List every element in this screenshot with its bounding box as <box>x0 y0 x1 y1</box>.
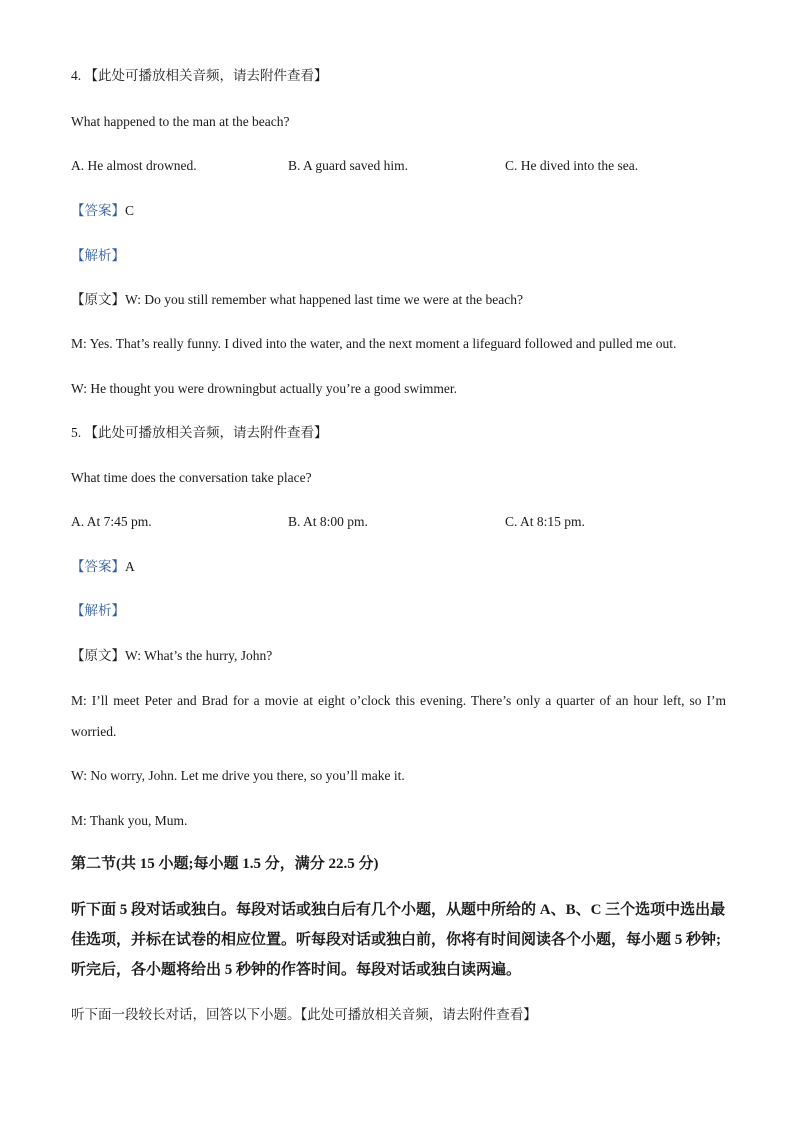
section-2-prompt: 听下面一段较长对话，回答以下小题。【此处可播放相关音频，请去附件查看】 <box>71 1007 537 1022</box>
question-5-header: 5. 【此处可播放相关音频，请去附件查看】 <box>71 425 328 440</box>
question-5-answer <box>71 558 135 576</box>
question-5-option-a: A. At 7:45 pm. <box>71 514 152 529</box>
question-4-transcript-first: 【原文】W: Do you still remember what happened last time we were at the beach? <box>71 292 523 307</box>
transcript-label: 【原文】 <box>71 648 125 663</box>
question-4-analysis-label: 【解析】 <box>71 248 125 263</box>
question-4-answer <box>71 202 134 220</box>
answer-value: C <box>125 203 135 218</box>
question-5-option-b: B. At 8:00 pm. <box>288 514 368 529</box>
section-2-instructions: 听下面 5 段对话或独白。每段对话或独白后有几个小题，从题中所给的 A、B、C 三个选项中选出最佳选项，并标在试卷的相应位置。听每段对话或独白前，你将有时间阅读各个小题，每小题 5 秒钟;听完后，各小题将给出 5 秒钟的作答时间。每段对话或独白读两遍。 <box>71 902 726 978</box>
question-5-transcript-line: M: Thank you, Mum. <box>71 813 188 828</box>
question-4-option-b: B. A guard saved him. <box>288 158 408 173</box>
answer-value: A <box>125 559 135 574</box>
question-5-text: What time does the conversation take place? <box>71 470 312 485</box>
question-4-text: What happened to the man at the beach? <box>71 114 290 129</box>
question-5-transcript-line: W: No worry, John. Let me drive you there, so you’ll make it. <box>71 768 405 783</box>
question-5-transcript-long: M: I’ll meet Peter and Brad for a movie at eight o’clock this evening. There’s only a quarter of an hour left, so I’m worried. <box>71 693 726 739</box>
question-4-option-a: A. He almost drowned. <box>71 158 197 173</box>
question-4-header: 4. 【此处可播放相关音频，请去附件查看】 <box>71 68 328 83</box>
section-2-title: 第二节(共 15 小题;每小题 1.5 分，满分 22.5 分) <box>71 856 379 872</box>
question-4-option-c: C. He dived into the sea. <box>505 158 639 173</box>
answer-label: 【答案】 <box>71 559 125 574</box>
question-5-transcript-first: 【原文】W: What’s the hurry, John? <box>71 648 273 663</box>
question-4-transcript-line: W: He thought you were drowningbut actually you’re a good swimmer. <box>71 381 458 396</box>
answer-label: 【答案】 <box>71 203 125 218</box>
question-5-option-c: C. At 8:15 pm. <box>505 514 585 529</box>
transcript-label: 【原文】 <box>71 292 125 307</box>
question-5-analysis-label: 【解析】 <box>71 603 125 618</box>
question-4-transcript-line: M: Yes. That’s really funny. I dived into the water, and the next moment a lifeguard followed and pulled me out. <box>71 336 677 351</box>
